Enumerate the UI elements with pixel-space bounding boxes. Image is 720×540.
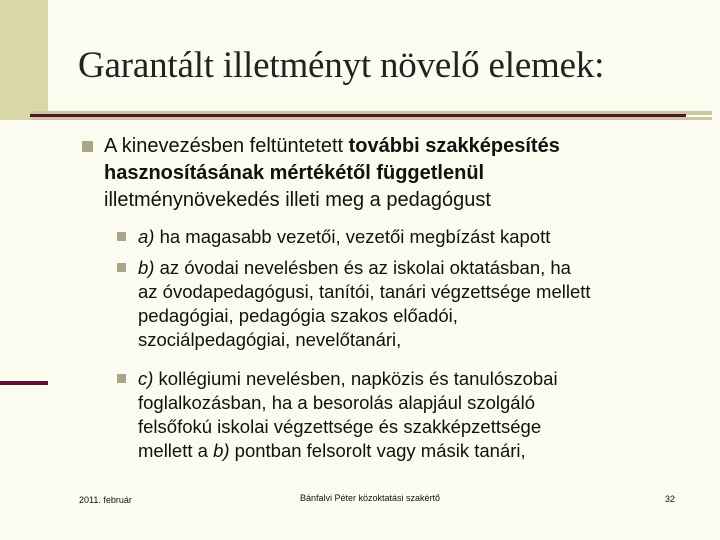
sub-bullet-a-marker: a)	[138, 226, 155, 247]
sub-bullet-square-icon	[117, 263, 126, 272]
sub-bullet-b-marker: b)	[138, 257, 155, 278]
sub-bullet-c-text-1: kollégiumi nevelésben, napközis és tanulószobai	[153, 368, 558, 389]
main-bullet-line-3: illetménynövekedés illeti meg a pedagógust	[104, 189, 491, 211]
sub-bullet-square-icon	[117, 374, 126, 383]
footer-page-number: 32	[665, 494, 676, 504]
sub-bullet-b-line-2: az óvodapedagógusi, tanítói, tanári végzettsége mellett	[138, 281, 591, 302]
title-rule-bottom	[30, 117, 712, 120]
sub-bullet-c-line-3: felsőfokú iskolai végzettsége és szakképzettsége	[138, 416, 542, 437]
decorative-left-rule	[0, 381, 48, 385]
sub-bullet-c-text-4b: pontban felsorolt vagy másik tanári,	[229, 440, 526, 461]
sub-bullet-square-icon	[117, 232, 126, 241]
sub-bullet-c-marker: c)	[138, 368, 154, 389]
main-bullet-line-1	[104, 133, 684, 160]
footer-author: Bánfalvi Péter közoktatási szakértő	[300, 493, 441, 503]
sub-bullet-b-line-3: pedagógiai, pedagógia szakos előadói,	[138, 305, 458, 326]
sub-bullet-c-line-1	[138, 367, 698, 391]
sub-bullet-a-text: ha magasabb vezetői, vezetői megbízást kapott	[154, 226, 551, 247]
sub-bullet-c-text-4a: mellett a	[138, 440, 214, 461]
sub-bullet-c-line-2: foglalkozásban, ha a besorolás alapjául szolgáló	[138, 392, 535, 413]
sub-bullet-b-text-1: az óvodai nevelésben és az iskolai oktatásban, ha	[154, 257, 571, 278]
sub-bullet-b	[138, 256, 698, 352]
sub-bullet-c	[138, 367, 698, 463]
main-bullet-text-1: A kinevezésben feltüntetett	[104, 135, 349, 157]
main-bullet-line-2	[104, 160, 684, 187]
sub-bullet-c-ref-marker: b)	[213, 440, 230, 461]
footer-date: 2011. február	[79, 495, 132, 505]
main-bullet	[104, 133, 684, 214]
sub-bullet-b-line-4: szociálpedagógiai, nevelőtanári,	[138, 329, 402, 350]
main-bullet-bold-2: hasznosításának mértékétől függetlenül	[104, 162, 485, 184]
slide-title: Garantált illetményt növelő elemek:	[78, 45, 605, 86]
main-bullet-bold-1: további szakképesítés	[348, 135, 560, 157]
sub-bullet-c-line-4	[138, 439, 698, 463]
bullet-square-icon	[82, 141, 93, 152]
sub-bullet-a	[138, 225, 698, 249]
sub-bullet-b-line-1	[138, 256, 698, 280]
decorative-left-band	[0, 0, 48, 120]
